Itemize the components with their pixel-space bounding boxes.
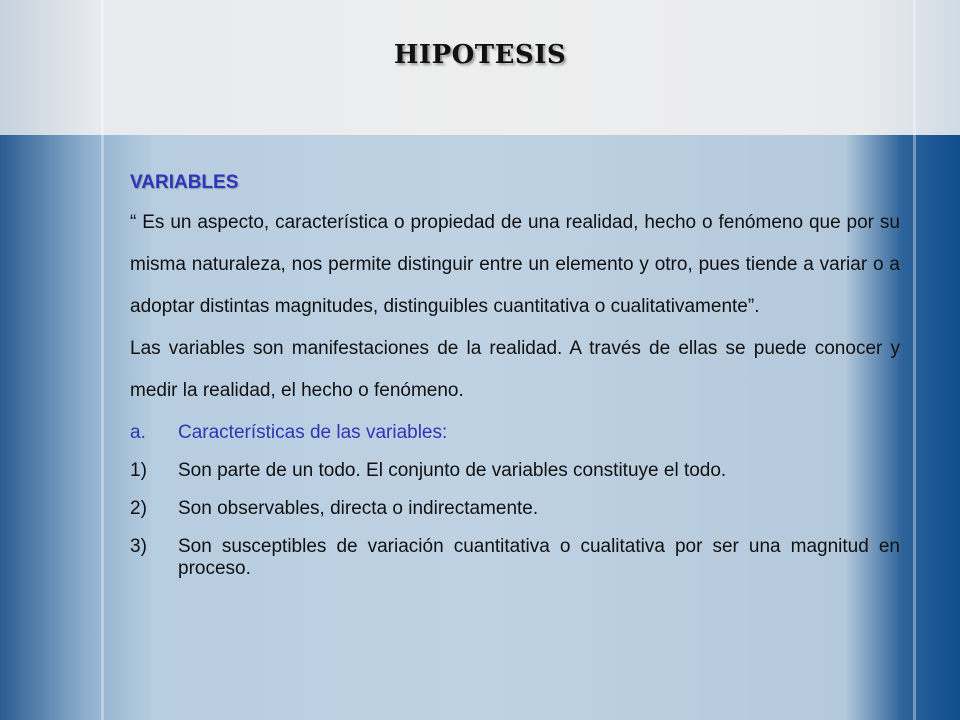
list-item (130, 460, 900, 482)
list-text: Son susceptibles de variación cuantitativa o cualitativa por ser una magnitud en proceso. (178, 536, 900, 579)
list-text: Características de las variables: (178, 422, 448, 443)
list-marker: 1) (130, 460, 147, 481)
list-text: Son observables, directa o indirectamente. (178, 498, 539, 519)
slide-title: HIPOTESIS (393, 40, 567, 70)
characteristics-heading (130, 422, 900, 444)
slide-content (130, 172, 900, 580)
frame-line-right (913, 0, 916, 720)
list-item (130, 498, 900, 520)
definition-paragraph: “ Es un aspecto, característica o propiedad de una realidad, hecho o fenómeno que por su misma naturaleza, nos permite distinguir entre un elemento y otro, pues tiende a variar o a adoptar distintas magnitudes, distinguibles cuantitativa o cualitativamente”. (130, 212, 900, 317)
list-item (130, 536, 900, 580)
list-marker: 2) (130, 498, 147, 519)
list-marker: a. (130, 422, 146, 443)
list-marker: 3) (130, 536, 147, 557)
list-text: Son parte de un todo. El conjunto de variables constituye el todo. (178, 460, 727, 481)
frame-line-left (101, 0, 104, 720)
section-title: VARIABLES (130, 172, 239, 193)
intro-paragraph: Las variables son manifestaciones de la realidad. A través de ellas se puede conocer y medir la realidad, el hecho o fenómeno. (130, 338, 900, 401)
